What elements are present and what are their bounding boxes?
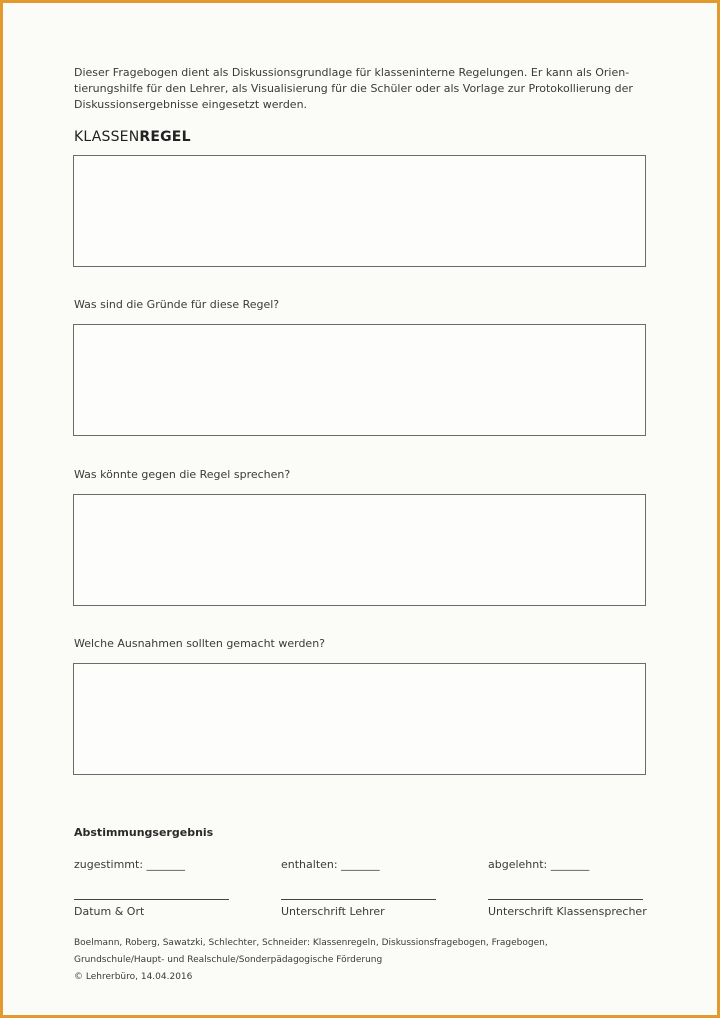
intro-text: Dieser Fragebogen dient als Diskussionsgrundlage für klasseninterne Regelungen. Er kann als Orien-tierungshilfe für den Lehrer, als Visualisierung für die Schüler oder als Vorlage zur Protokollierung der Diskussionsergebnisse eingesetzt werden. bbox=[74, 66, 633, 111]
against-answer-box[interactable] bbox=[73, 494, 646, 606]
vote-heading: Abstimmungsergebnis bbox=[74, 826, 214, 839]
date-place-label: Datum & Ort bbox=[74, 905, 145, 918]
footer-copyright: © Lehrerbüro, 14.04.2016 bbox=[74, 972, 193, 982]
footer-citation-line2: Grundschule/Haupt- und Realschule/Sonderpädagogische Förderung bbox=[74, 955, 383, 965]
class-rep-signature-label: Unterschrift Klassensprecher bbox=[488, 905, 647, 918]
teacher-signature-label: Unterschrift Lehrer bbox=[281, 905, 385, 918]
question-against: Was könnte gegen die Regel sprechen? bbox=[74, 468, 291, 481]
reasons-answer-box[interactable] bbox=[73, 324, 646, 436]
question-reasons: Was sind die Gründe für diese Regel? bbox=[74, 298, 280, 311]
vote-approved-field[interactable]: zugestimmt: _______ bbox=[74, 858, 186, 871]
date-place-line[interactable] bbox=[74, 899, 229, 900]
class-rep-signature-line[interactable] bbox=[488, 899, 643, 900]
vote-rejected-field[interactable]: abgelehnt: _______ bbox=[488, 858, 590, 871]
page-title bbox=[74, 129, 191, 145]
rule-text-box[interactable] bbox=[73, 155, 646, 267]
question-exceptions: Welche Ausnahmen sollten gemacht werden? bbox=[74, 637, 326, 650]
footer-citation-line1: Boelmann, Roberg, Sawatzki, Schlechter, Schneider: Klassenregeln, Diskussionsfragebogen, Fragebogen, bbox=[74, 938, 548, 948]
title-part-1: KLASSEN bbox=[74, 129, 140, 145]
vote-abstained-field[interactable]: enthalten: _______ bbox=[281, 858, 380, 871]
title-part-2: REGEL bbox=[139, 129, 191, 145]
teacher-signature-line[interactable] bbox=[281, 899, 436, 900]
exceptions-answer-box[interactable] bbox=[73, 663, 646, 775]
